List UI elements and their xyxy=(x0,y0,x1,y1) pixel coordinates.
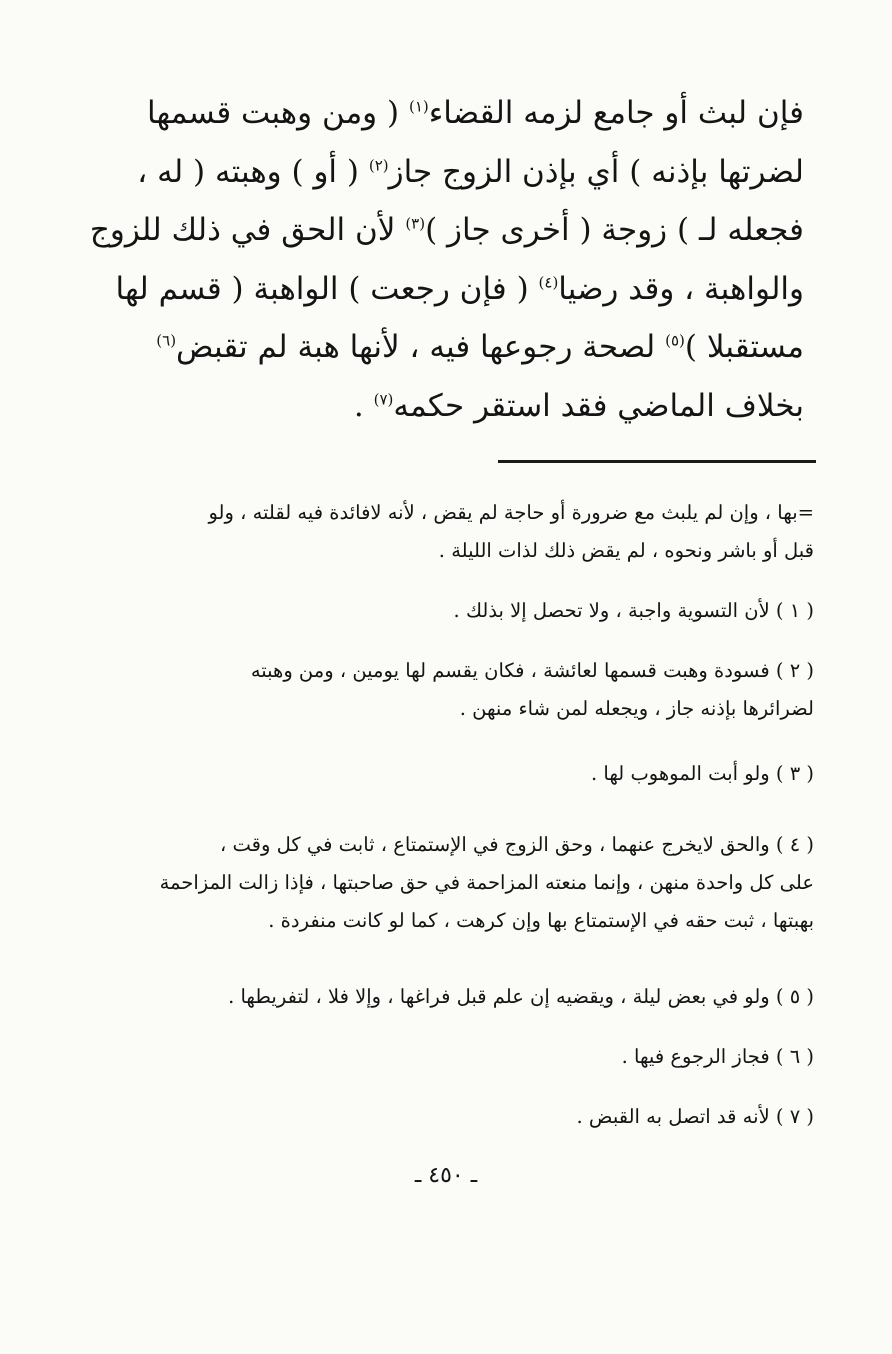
footnote-continued: =بها ، وإن لم يلبث مع ضرورة أو حاجة لم يقض ، لأنه لافائدة فيه لقلته ، ولو قبل أو باشر ونحوه ، لم يقض ذلك لذات الليلة . xyxy=(208,501,814,562)
main-line: مستقبلا )$^{(٥)}$ لصحة رجوعها فيه ، لأنها هبة لم تقبض$^{(٦)}$ xyxy=(156,329,804,365)
footnote-marker: (٦) xyxy=(156,331,177,350)
footnote-marker: (٤) xyxy=(538,273,559,292)
footnote-marker: (٣) xyxy=(405,214,426,233)
footnote-5: ( ٥ ) ولو في بعض ليلة ، ويقضيه إن علم قبل فراغها ، وإلا فلا ، لتفريطها . xyxy=(228,985,814,1008)
main-line: لضرتها بإذنه ) أي بإذن الزوج جاز$^{(٢)}$ ( أو ) وهبته ( له ، xyxy=(137,153,804,190)
page-number: ـ ٤٥٠ ـ xyxy=(414,1163,478,1188)
footnote-2: ( ٢ ) فسودة وهبت قسمها لعائشة ، فكان يقسم لها يومين ، ومن وهبته لضرائرها بإذنه جاز ، ويجعله لمن شاء منهن . xyxy=(250,659,814,720)
footnote-marker: (٢) xyxy=(368,156,389,175)
footnote-marker: (١) xyxy=(408,97,429,116)
footnote-divider xyxy=(498,460,816,463)
footnote-3: ( ٣ ) ولو أبت الموهوب لها . xyxy=(590,762,814,785)
footnote-6: ( ٦ ) فجاز الرجوع فيها . xyxy=(621,1045,814,1068)
footnote-marker: (٥) xyxy=(665,331,685,350)
footnote-4: ( ٤ ) والحق لايخرج عنهما ، وحق الزوج في الإستمتاع ، ثابت في كل وقت ، على كل واحدة منهن ، وإنما منعته المزاحمة في حق صاحبتها ، فإذا زالت المزاحمة بهبتها ، ثبت حقه في الإستمتاع بها وإن كرهت ، كما لو كانت منفردة . xyxy=(159,833,814,932)
main-line: فإن لبث أو جامع لزمه القضاء$^{(١)}$ ( ومن وهبت قسمها xyxy=(147,95,804,131)
main-line: فجعله لـ ) زوجة ( أخرى جاز )$^{(٣)}$ لأن الحق في ذلك للزوج xyxy=(89,212,804,248)
main-line: والواهبة ، وقد رضيا$^{(٤)}$ ( فإن رجعت ) الواهبة ( قسم لها xyxy=(115,270,804,307)
footnote-1: ( ١ ) لأن التسوية واجبة ، ولا تحصل إلا بذلك . xyxy=(453,599,814,622)
main-line: بخلاف الماضي فقد استقر حكمه$^{(٧)}$ . xyxy=(353,387,804,424)
footnote-7: ( ٧ ) لأنه قد اتصل به القبض . xyxy=(576,1105,814,1128)
footnote-marker: (٧) xyxy=(373,390,394,409)
main-text xyxy=(82,84,804,435)
